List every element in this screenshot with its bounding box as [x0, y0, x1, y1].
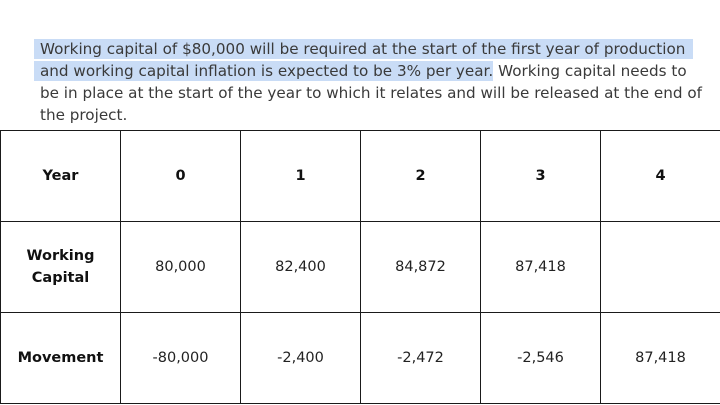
highlighted-text[interactable]: Working capital of $80,000 will be required at the start of the first year of production — [34, 39, 693, 59]
table-cell — [601, 222, 720, 313]
paragraph-line-1 — [40, 38, 690, 60]
table-header-row — [1, 131, 720, 222]
header-cell-year-4: 4 — [601, 131, 720, 222]
table-cell: -2,546 — [481, 313, 601, 404]
row-label-line: Working — [26, 248, 95, 264]
table-cell: 87,418 — [601, 313, 720, 404]
table-cell: -80,000 — [121, 313, 241, 404]
header-cell-year-2: 2 — [361, 131, 481, 222]
highlighted-text[interactable]: and working capital inflation is expected to be 3% per year. — [34, 61, 493, 81]
header-cell-year-3: 3 — [481, 131, 601, 222]
row-label-line: Capital — [31, 270, 90, 286]
paragraph-line-3: be in place at the start of the year to which it relates and will be released at the end of — [40, 84, 702, 102]
header-cell-year: Year — [1, 131, 121, 222]
table-row-working-capital — [1, 222, 720, 313]
table-cell: 87,418 — [481, 222, 601, 313]
header-cell-year-0: 0 — [121, 131, 241, 222]
table-row-movement — [1, 313, 720, 404]
table-cell: 80,000 — [121, 222, 241, 313]
table-cell: 82,400 — [241, 222, 361, 313]
table-cell: -2,472 — [361, 313, 481, 404]
header-cell-year-1: 1 — [241, 131, 361, 222]
row-label-movement: Movement — [1, 313, 121, 404]
paragraph-line-2 — [40, 60, 690, 82]
table-cell: -2,400 — [241, 313, 361, 404]
question-paragraph — [40, 38, 702, 126]
paragraph-text: Working capital needs to — [493, 62, 687, 80]
paragraph-line-4: the project. — [40, 106, 128, 124]
working-capital-table — [0, 130, 720, 404]
table-cell: 84,872 — [361, 222, 481, 313]
row-label-working-capital — [1, 222, 121, 313]
